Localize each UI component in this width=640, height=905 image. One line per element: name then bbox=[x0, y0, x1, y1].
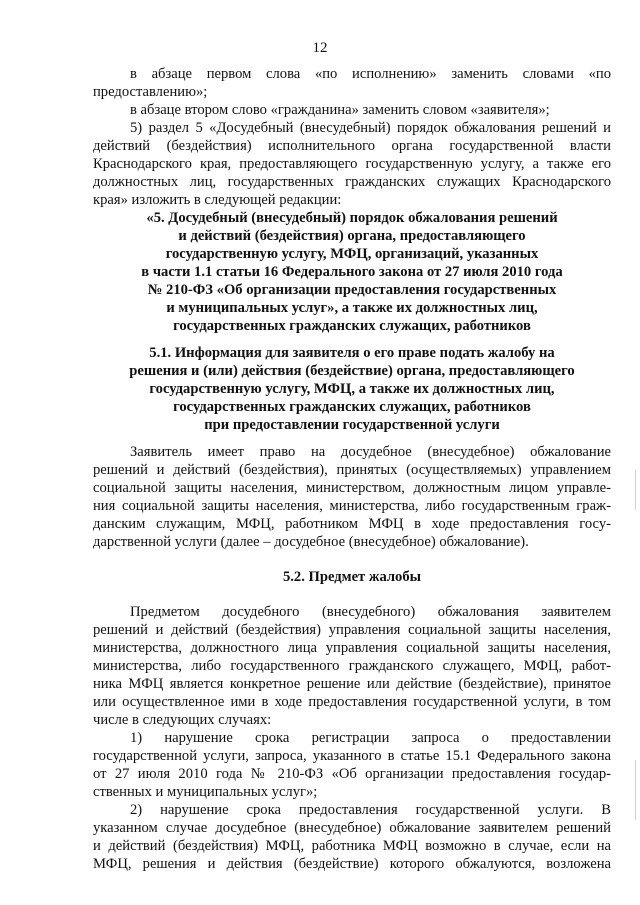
section-5-heading-line: и действий (бездействия) органа, предоставляющего bbox=[178, 228, 526, 244]
intro-line: должностных лиц, государственных гражданских служащих Краснодарского bbox=[93, 174, 611, 190]
section-5-2-body-line: государственной услуги, запроса, указанного в статье 15.1 Федерального закона bbox=[93, 748, 611, 764]
section-5-2-body-line: министерства, либо государственного гражданского служащего, МФЦ, работ- bbox=[93, 658, 611, 674]
intro-line: в абзаце втором слово «гражданина» заменить словом «заявителя»; bbox=[130, 102, 550, 118]
section-5-heading-line: государственных гражданских служащих, работников bbox=[173, 318, 531, 334]
section-5-2-body-line: ника МФЦ является конкретное решение или действие (бездействие), принятое bbox=[93, 676, 611, 692]
intro-line: края» изложить в следующей редакции: bbox=[93, 192, 342, 208]
section-5-heading-line: государственную услугу, МФЦ, организаций, указанных bbox=[165, 246, 539, 262]
section-5-2-body-line: 2) нарушение срока предоставления государственной услуги. В bbox=[130, 802, 611, 818]
section-5-2-body-line: от 27 июля 2010 года № 210-ФЗ «Об организации предоставления государ- bbox=[93, 766, 611, 782]
section-5-2-body-line: или осуществленное ими в ходе предоставления государственной услуги, в том bbox=[93, 694, 611, 710]
section-5-1-heading-line: государственную услугу, МФЦ, а также их должностных лиц, bbox=[149, 381, 555, 397]
section-5-1-body-line: данским служащим, МФЦ, работником МФЦ в ходе предоставления госу- bbox=[93, 516, 611, 532]
section-5-2-body-line: ственных и муниципальных услуг»; bbox=[93, 784, 318, 800]
section-5-2-body-line: и действий (бездействия) МФЦ, работника МФЦ возможно в случае, если на bbox=[93, 838, 611, 854]
section-5-2-body-line: указанном случае досудебное (внесудебное) обжалование заявителем решений bbox=[93, 820, 611, 836]
section-5-heading-line: «5. Досудебный (внесудебный) порядок обжалования решений bbox=[146, 210, 558, 226]
section-5-1-body-line: ния социальной защиты населения, министерства, либо государственным граж- bbox=[93, 498, 611, 514]
section-5-heading-line: № 210-ФЗ «Об организации предоставления государственных bbox=[147, 282, 557, 298]
intro-line: Краснодарского края, предоставляющего государственную услугу, а также его bbox=[93, 156, 611, 172]
section-5-1-body-line: Заявитель имеет право на досудебное (внесудебное) обжалование bbox=[130, 444, 611, 460]
section-5-1-body-line: социальной защиты населения, министерством, должностным лицом управле- bbox=[93, 480, 611, 496]
section-5-2-heading: 5.2. Предмет жалобы bbox=[282, 569, 422, 585]
section-5-1-heading-line: решения и (или) действия (бездействие) органа, предоставляющего bbox=[129, 363, 575, 379]
page-number: 12 bbox=[312, 40, 328, 56]
scan-artifact bbox=[635, 760, 636, 820]
section-5-2-body-line: числе в следующих случаях: bbox=[93, 712, 272, 728]
section-5-1-body-line: решений и действий (бездействия), принятых (осуществляемых) управлением bbox=[93, 462, 611, 478]
intro-line: предоставлению»; bbox=[93, 84, 208, 100]
intro-line: в абзаце первом слова «по исполнению» заменить словами «по bbox=[130, 66, 611, 82]
section-5-1-heading-line: при предоставлении государственной услуги bbox=[204, 417, 500, 433]
section-5-2-body-line: решений и действий (бездействия) управления социальной защиты населения, bbox=[93, 622, 611, 638]
section-5-heading-line: в части 1.1 статьи 16 Федерального закона от 27 июля 2010 года bbox=[141, 264, 563, 280]
section-5-1-heading-line: государственных гражданских служащих, работников bbox=[173, 399, 531, 415]
section-5-heading-line: и муниципальных услуг», а также их должностных лиц, bbox=[166, 300, 538, 316]
section-5-2-body-line: Предметом досудебного (внесудебного) обжалования заявителем bbox=[130, 604, 611, 620]
section-5-1-heading-line: 5.1. Информация для заявителя о его праве подать жалобу на bbox=[149, 345, 555, 361]
intro-line: 5) раздел 5 «Досудебный (внесудебный) порядок обжалования решений и bbox=[130, 120, 611, 136]
section-5-2-body-line: МФЦ, решения и действия (бездействие) которого обжалуются, возложена bbox=[93, 856, 611, 872]
scan-artifact bbox=[635, 470, 636, 510]
section-5-1-body-line: дарственной услуги (далее – досудебное (внесудебное) обжалование). bbox=[93, 534, 529, 550]
section-5-2-body-line: министерства, должностного лица управления социальной защиты населения, bbox=[93, 640, 611, 656]
section-5-2-body-line: 1) нарушение срока регистрации запроса о предоставлении bbox=[130, 730, 611, 746]
intro-line: действий (бездействия) исполнительного органа государственной власти bbox=[93, 138, 611, 154]
